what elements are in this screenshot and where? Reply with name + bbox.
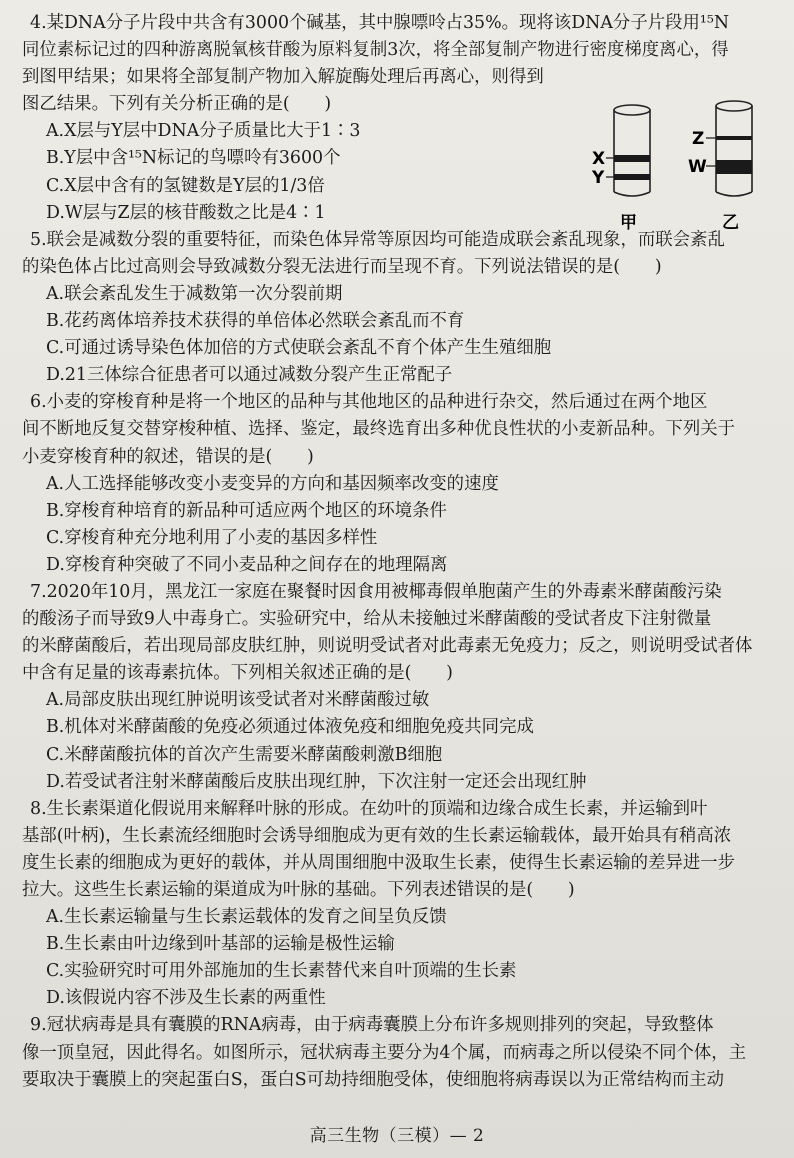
tube-yi bbox=[688, 101, 752, 233]
band-w bbox=[716, 160, 752, 174]
question-6-option-c: C.穿梭育种充分地利用了小麦的基因多样性 bbox=[46, 527, 378, 548]
question-7-option-a: A.局部皮肤出现红肿说明该受试者对米酵菌酸过敏 bbox=[46, 690, 430, 711]
band-label-w: W bbox=[688, 157, 707, 177]
tube-jia bbox=[591, 105, 650, 233]
question-6-stem-line-2: 间不断地反复交替穿梭种植、选择、鉴定，最终选育出多种优良性状的小麦新品种。下列关于 bbox=[22, 419, 736, 440]
question-5-stem-line-1: 5.联会是减数分裂的重要特征，而染色体异常等原因均可能造成联会紊乱现象，而联会紊乱 bbox=[30, 229, 725, 250]
question-9 bbox=[22, 1012, 774, 1093]
question-4-stem-line-3: 到图甲结果；如果将全部复制产物加入解旋酶处理后再离心，则得到 bbox=[22, 67, 544, 88]
question-9-stem-line-1: 9.冠状病毒是具有囊膜的RNA病毒，由于病毒囊膜上分布许多规则排列的突起，导致整体 bbox=[30, 1015, 714, 1036]
band-label-y: Y bbox=[592, 168, 605, 188]
question-4-stem-line-4: 图乙结果。下列有关分析正确的是( ) bbox=[22, 94, 332, 115]
band-z bbox=[716, 136, 752, 140]
question-8-option-a: A.生长素运输量与生长素运载体的发育之间呈负反馈 bbox=[46, 907, 447, 928]
question-7-stem-line-1: 7.2020年10月，黑龙江一家庭在聚餐时因食用被椰毒假单胞菌产生的外毒素米酵菌酸污染 bbox=[30, 581, 722, 602]
page-footer: 高三生物（三模）— 2 bbox=[309, 1126, 485, 1146]
question-8-stem-line-1: 8.生长素渠道化假说用来解释叶脉的形成。在幼叶的顶端和边缘合成生长素，并运输到叶 bbox=[30, 798, 708, 819]
question-7-option-b: B.机体对米酵菌酸的免疫必须通过体液免疫和细胞免疫共同完成 bbox=[46, 717, 534, 738]
band-label-x: X bbox=[592, 149, 606, 169]
question-8-stem-line-3: 度生长素的细胞成为更好的载体，并从周围细胞中汲取生长素，使得生长素运输的差异进一步 bbox=[22, 852, 736, 873]
question-8-option-c: C.实验研究时可用外部施加的生长素替代来自叶顶端的生长素 bbox=[46, 961, 517, 982]
question-6-stem-line-1: 6.小麦的穿梭育种是将一个地区的品种与其他地区的品种进行杂交，然后通过在两个地区 bbox=[30, 392, 708, 413]
question-4-option-c: C.X层中含有的氢键数是Y层的1/3倍 bbox=[46, 175, 325, 196]
question-4 bbox=[22, 10, 774, 233]
question-7 bbox=[22, 579, 774, 796]
question-6-stem-line-3: 小麦穿梭育种的叙述，错误的是( ) bbox=[22, 446, 314, 467]
question-4-stem-line-2: 同位素标记过的四种游离脱氧核苷酸为原料复制3次，将全部复制产物进行密度梯度离心，得 bbox=[22, 40, 729, 61]
question-7-option-d: D.若受试者注射米酵菌酸后皮肤出现红肿，下次注射一定还会出现红肿 bbox=[46, 771, 587, 792]
question-7-stem-line-2: 的酸汤子而导致9人中毒身亡。实验研究中，给从未接触过米酵菌酸的受试者皮下注射微量 bbox=[22, 609, 712, 630]
question-5-option-b: B.花药离体培养技术获得的单倍体必然联会紊乱而不育 bbox=[46, 311, 465, 332]
band-x bbox=[614, 155, 650, 162]
band-y bbox=[614, 174, 650, 180]
question-4-stem-line-1: 4.某DNA分子片段中共含有3000个碱基，其中腺嘌呤占35%。现将该DNA分子片段用¹⁵N bbox=[30, 13, 730, 33]
question-4-option-b: B.Y层中含¹⁵N标记的鸟嘌呤有3600个 bbox=[46, 148, 341, 169]
question-7-stem-line-4: 中含有足量的该毒素抗体。下列相关叙述正确的是( ) bbox=[22, 663, 453, 684]
question-6-option-a: A.人工选择能够改变小麦变异的方向和基因频率改变的速度 bbox=[46, 473, 499, 494]
question-4-option-d: D.W层与Z层的核苷酸数之比是4∶1 bbox=[46, 202, 326, 223]
question-9-stem-line-2: 像一顶皇冠，因此得名。如图所示，冠状病毒主要分为4个属，而病毒之所以侵染不同个体，主 bbox=[22, 1042, 747, 1063]
question-6-option-b: B.穿梭育种培育的新品种可适应两个地区的环境条件 bbox=[46, 500, 447, 521]
question-7-stem-line-3: 的米酵菌酸后，若出现局部皮肤红肿，则说明受试者对此毒素无免疫力；反之，则说明受试者体 bbox=[22, 636, 753, 657]
question-8-stem-line-2: 基部(叶柄)，生长素流经细胞时会诱导细胞成为更有效的生长素运输载体，最开始具有稍高浓 bbox=[22, 825, 732, 846]
band-label-z: Z bbox=[692, 129, 705, 149]
question-8-stem-line-4: 拉大。这些生长素运输的渠道成为叶脉的基础。下列表述错误的是( ) bbox=[22, 880, 575, 900]
tube-label-jia: 甲 bbox=[620, 213, 637, 233]
question-8-option-d: D.该假说内容不涉及生长素的两重性 bbox=[46, 988, 326, 1009]
question-4-option-a: A.X层与Y层中DNA分子质量比大于1∶3 bbox=[46, 121, 361, 142]
question-5 bbox=[22, 227, 774, 390]
question-8 bbox=[22, 796, 774, 1013]
question-6 bbox=[22, 389, 774, 579]
question-8-option-b: B.生长素由叶边缘到叶基部的运输是极性运输 bbox=[46, 934, 395, 955]
question-7-option-c: C.米酵菌酸抗体的首次产生需要米酵菌酸刺激B细胞 bbox=[46, 744, 443, 765]
question-5-option-c: C.可通过诱导染色体加倍的方式使联会紊乱不育个体产生生殖细胞 bbox=[46, 338, 552, 359]
question-5-option-d: D.21三体综合征患者可以通过减数分裂产生正常配子 bbox=[46, 365, 453, 386]
question-9-stem-line-3: 要取决于囊膜上的突起蛋白S，蛋白S可劫持细胞受体，使细胞将病毒误以为正常结构而主动 bbox=[22, 1069, 725, 1090]
question-5-stem-line-2: 的染色体占比过高则会导致减数分裂无法进行而呈现不育。下列说法错误的是( ) bbox=[22, 256, 662, 277]
tube-label-yi: 乙 bbox=[722, 213, 739, 233]
centrifuge-tubes-figure bbox=[562, 100, 772, 250]
question-5-option-a: A.联会紊乱发生于减数第一次分裂前期 bbox=[46, 283, 343, 304]
question-6-option-d: D.穿梭育种突破了不同小麦品种之间存在的地理隔离 bbox=[46, 554, 448, 575]
question-list bbox=[22, 10, 774, 1094]
